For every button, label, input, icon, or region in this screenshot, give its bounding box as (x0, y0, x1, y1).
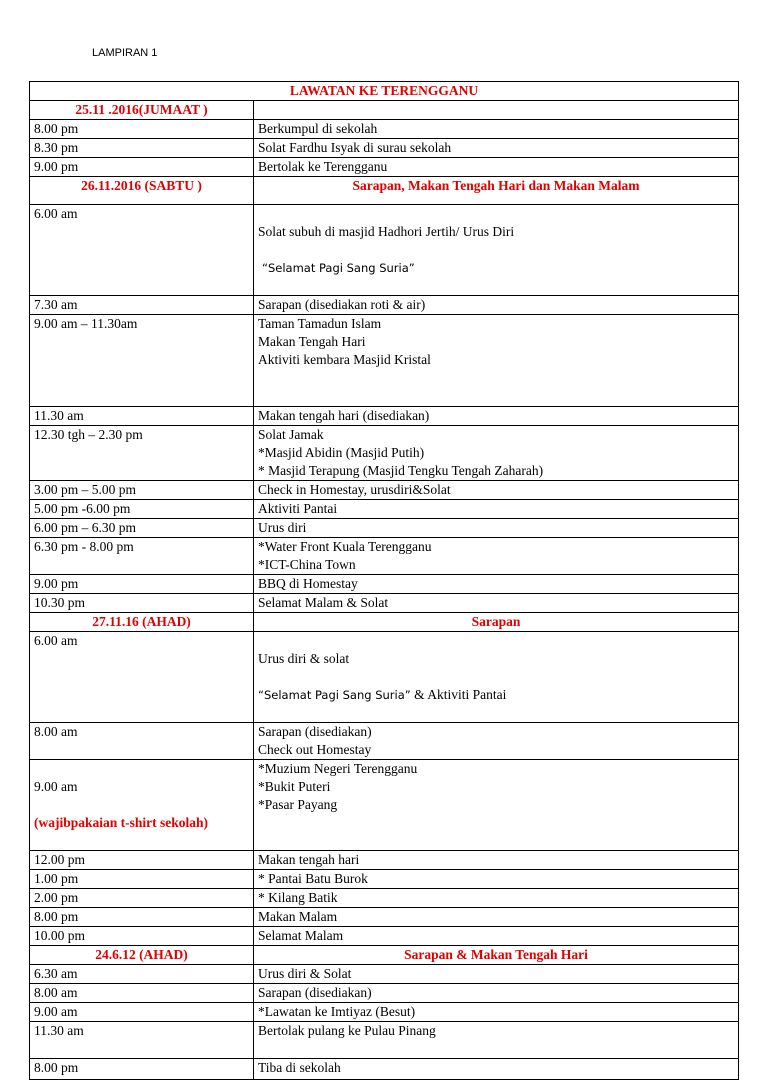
section-date: 26.11.2016 (SABTU ) (30, 177, 254, 205)
activity-quote: “Selamat Pagi Sang Suria” (258, 688, 411, 702)
table-row (30, 889, 739, 908)
activity-cell: Berkumpul di sekolah (254, 120, 739, 139)
time-cell: 9.00 pm (30, 575, 254, 594)
time-cell: 6.00 am (30, 632, 254, 723)
table-row (30, 158, 739, 177)
table-row (30, 538, 739, 575)
date-header-row (30, 946, 739, 965)
time-line: 9.00 am (34, 779, 78, 794)
table-row (30, 426, 739, 481)
date-header-row (30, 613, 739, 632)
activity-line: Urus diri & solat (258, 651, 350, 666)
schedule-table (29, 81, 739, 1080)
activity-cell: BBQ di Homestay (254, 575, 739, 594)
time-cell: 8.00 pm (30, 908, 254, 927)
title-row (30, 82, 739, 101)
table-row (30, 519, 739, 538)
table-row (30, 139, 739, 158)
section-meals: Sarapan (254, 613, 739, 632)
activity-cell: Urus diri & Solat (254, 965, 739, 984)
activity-cell: Bertolak pulang ke Pulau Pinang (254, 1022, 739, 1059)
time-cell: 8.00 am (30, 984, 254, 1003)
activity-cell (254, 632, 739, 723)
activity-cell: Sarapan (disediakan) (254, 984, 739, 1003)
table-row (30, 500, 739, 519)
table-row (30, 594, 739, 613)
time-cell: 6.30 am (30, 965, 254, 984)
activity-cell: Solat Fardhu Isyak di surau sekolah (254, 139, 739, 158)
section-meals: Sarapan, Makan Tengah Hari dan Makan Malam (254, 177, 739, 205)
time-cell: 3.00 pm – 5.00 pm (30, 481, 254, 500)
time-cell: 8.30 pm (30, 139, 254, 158)
activity-cell: Sarapan (disediakan roti & air) (254, 296, 739, 315)
table-row (30, 760, 739, 851)
date-header-row (30, 101, 739, 120)
table-row (30, 1003, 739, 1022)
table-row (30, 908, 739, 927)
time-cell: 9.00 am – 11.30am (30, 315, 254, 407)
table-row (30, 205, 739, 296)
table-row (30, 296, 739, 315)
activity-cell: * Kilang Batik (254, 889, 739, 908)
activity-cell: Selamat Malam & Solat (254, 594, 739, 613)
attachment-label: LAMPIRAN 1 (92, 47, 158, 59)
time-cell: 10.00 pm (30, 927, 254, 946)
section-date: 24.6.12 (AHAD) (30, 946, 254, 965)
activity-cell: Taman Tamadun Islam Makan Tengah Hari Aktiviti kembara Masjid Kristal (254, 315, 739, 407)
table-row (30, 315, 739, 407)
table-row (30, 575, 739, 594)
activity-cell: *Lawatan ke Imtiyaz (Besut) (254, 1003, 739, 1022)
table-row (30, 723, 739, 760)
time-cell: 2.00 pm (30, 889, 254, 908)
activity-cell: Solat Jamak *Masjid Abidin (Masjid Putih) * Masjid Terapung (Masjid Tengku Tengah Zaharah) (254, 426, 739, 481)
section-meals (254, 101, 739, 120)
time-cell: 8.00 am (30, 723, 254, 760)
section-date: 27.11.16 (AHAD) (30, 613, 254, 632)
activity-cell: Sarapan (disediakan) Check out Homestay (254, 723, 739, 760)
schedule-title: LAWATAN KE TERENGGANU (30, 82, 739, 101)
time-cell: 1.00 pm (30, 870, 254, 889)
table-row (30, 1022, 739, 1059)
time-cell: 12.30 tgh – 2.30 pm (30, 426, 254, 481)
time-cell: 12.00 pm (30, 851, 254, 870)
time-cell: 6.30 pm - 8.00 pm (30, 538, 254, 575)
table-row (30, 1059, 739, 1080)
table-row (30, 481, 739, 500)
time-cell: 11.30 am (30, 407, 254, 426)
activity-cell: *Muzium Negeri Terengganu *Bukit Puteri *Pasar Payang (254, 760, 739, 851)
time-cell: 9.00 am (30, 1003, 254, 1022)
activity-cell: * Pantai Batu Burok (254, 870, 739, 889)
section-date: 25.11 .2016(JUMAAT ) (30, 101, 254, 120)
activity-cell: Selamat Malam (254, 927, 739, 946)
time-cell: 11.30 am (30, 1022, 254, 1059)
activity-cell: Makan tengah hari (254, 851, 739, 870)
time-cell: 8.00 pm (30, 1059, 254, 1080)
activity-cell (254, 205, 739, 296)
activity-cell: Makan tengah hari (disediakan) (254, 407, 739, 426)
dress-code-note: (wajibpakaian t-shirt sekolah) (34, 815, 209, 830)
time-cell: 5.00 pm -6.00 pm (30, 500, 254, 519)
time-cell (30, 760, 254, 851)
table-row (30, 851, 739, 870)
time-cell: 7.30 am (30, 296, 254, 315)
activity-cell: Urus diri (254, 519, 739, 538)
table-row (30, 407, 739, 426)
activity-cell: Bertolak ke Terengganu (254, 158, 739, 177)
time-cell: 9.00 pm (30, 158, 254, 177)
table-row (30, 927, 739, 946)
activity-cell: Check in Homestay, urusdiri&Solat (254, 481, 739, 500)
activity-cell: Tiba di sekolah (254, 1059, 739, 1080)
date-header-row (30, 177, 739, 205)
table-row (30, 870, 739, 889)
table-row (30, 984, 739, 1003)
activity-cell: *Water Front Kuala Terengganu *ICT-China Town (254, 538, 739, 575)
activity-cell: Makan Malam (254, 908, 739, 927)
time-cell: 6.00 am (30, 205, 254, 296)
table-row (30, 965, 739, 984)
activity-line: Solat subuh di masjid Hadhori Jertih/ Urus Diri (258, 224, 515, 239)
activity-quote: “Selamat Pagi Sang Suria” (262, 261, 415, 275)
time-cell: 10.30 pm (30, 594, 254, 613)
section-meals: Sarapan & Makan Tengah Hari (254, 946, 739, 965)
time-cell: 8.00 pm (30, 120, 254, 139)
table-row (30, 632, 739, 723)
activity-cell: Aktiviti Pantai (254, 500, 739, 519)
time-cell: 6.00 pm – 6.30 pm (30, 519, 254, 538)
table-row (30, 120, 739, 139)
activity-extra: & Aktiviti Pantai (410, 687, 507, 702)
